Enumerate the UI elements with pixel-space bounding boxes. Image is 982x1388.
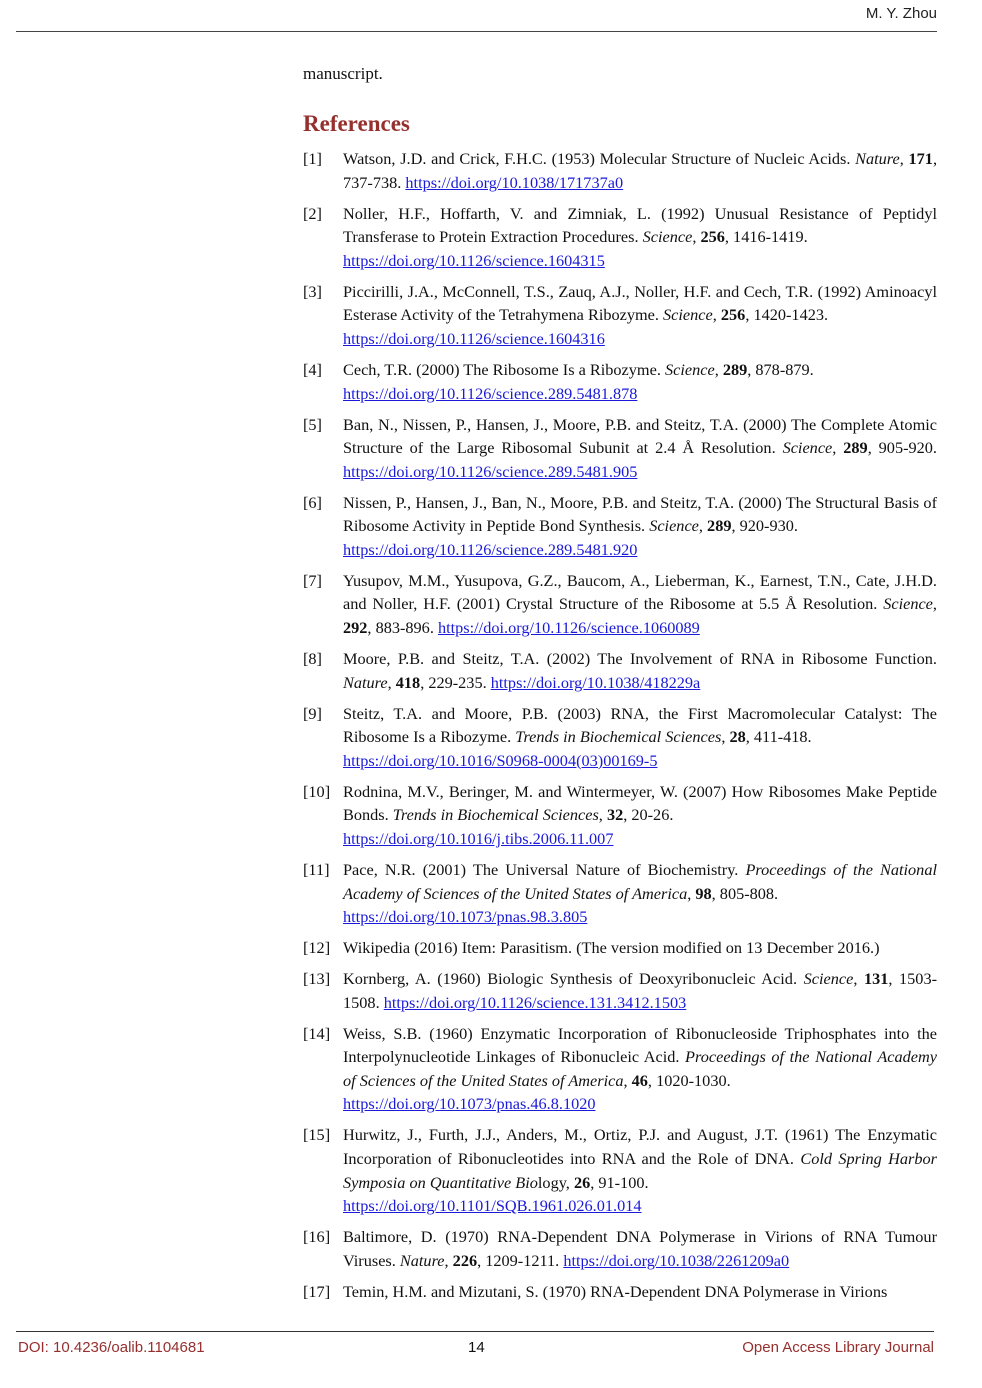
doi-link[interactable]: https://doi.org/10.1126/science.1060089 — [437, 618, 700, 638]
reference-text-segment: , 737-738. — [343, 149, 938, 192]
journal-title: Science — [664, 359, 715, 379]
reference-number: [15] — [303, 1125, 331, 1145]
reference-number: [12] — [303, 938, 331, 958]
reference-text — [343, 358, 937, 405]
reference-item — [303, 780, 937, 851]
reference-text — [343, 936, 937, 960]
reference-text — [343, 1022, 937, 1116]
reference-text-segment: , — [623, 1070, 632, 1090]
reference-text-segment: , 883-896. — [367, 618, 438, 638]
reference-text-segment: , — [444, 1250, 453, 1270]
reference-text-segment: , — [698, 516, 708, 536]
reference-text-segment: , — [899, 149, 909, 168]
reference-text-segment: , — [932, 594, 937, 614]
reference-text-segment: Wikipedia (2016) Item: Parasitism. (The version modified on 13 December 2016.) — [343, 938, 880, 958]
reference-text-segment: Pace, N.R. (2001) The Universal Nature of Biochemistry. — [343, 859, 746, 879]
reference-text-segment: , 1503-1508. — [343, 969, 937, 1012]
reference-text-segment: , 1416-1419. — [724, 227, 808, 247]
reference-text-segment: , 878-879. — [747, 359, 814, 379]
doi-link[interactable]: https://doi.org/10.1038/171737a0 — [405, 172, 624, 192]
reference-text-segment: , 229-235. — [420, 672, 491, 692]
reference-text-segment: , 1209-1211. — [477, 1250, 564, 1270]
reference-item — [303, 491, 937, 562]
reference-text-segment: , 905-920. — [867, 438, 937, 458]
footer-journal-name: Open Access Library Journal — [742, 1339, 934, 1356]
journal-title: Science — [883, 594, 933, 614]
reference-text — [343, 967, 937, 1014]
reference-text-segment: Temin, H.M. and Mizutani, S. (1970) RNA-Dependent DNA Polymerase in Virions — [343, 1281, 888, 1301]
reference-number: [9] — [303, 703, 322, 723]
reference-text-segment: Baltimore, D. (1970) RNA-Dependent DNA Polymerase in Virions of RNA Tumour Viruses. — [343, 1227, 937, 1270]
continued-paragraph-text: manuscript. — [303, 64, 383, 83]
reference-number: [5] — [303, 414, 322, 434]
doi-link[interactable]: https://doi.org/10.1016/S0968-0004(03)00169-5 — [343, 750, 658, 770]
doi-link[interactable]: https://doi.org/10.1126/science.289.5481.920 — [343, 539, 638, 559]
reference-number: [10] — [303, 781, 331, 801]
reference-text-segment: , 20-26. — [623, 805, 674, 825]
reference-number: [2] — [303, 203, 322, 223]
doi-link[interactable]: https://doi.org/10.1038/418229a — [490, 672, 701, 692]
reference-item — [303, 858, 937, 929]
journal-title: Science — [649, 516, 699, 536]
reference-number: [8] — [303, 649, 322, 669]
reference-text — [343, 280, 937, 351]
reference-text — [343, 569, 937, 640]
volume-number: 98 — [695, 883, 712, 903]
journal-title: Trends in Biochemical Sciences — [392, 805, 599, 825]
volume-number: 256 — [700, 227, 725, 247]
reference-text — [343, 647, 937, 694]
reference-text-segment: , 91-100. — [590, 1172, 649, 1192]
doi-link[interactable]: https://doi.org/10.1073/pnas.46.8.1020 — [343, 1094, 596, 1114]
reference-text-segment: Rodnina, M.V., Beringer, M. and Wintermeyer, W. (2007) How Ribosomes Make Peptide Bonds. — [343, 781, 937, 825]
volume-number: 289 — [707, 516, 732, 536]
volume-number: 171 — [908, 149, 933, 168]
reference-text-segment: Hurwitz, J., Furth, J.J., Anders, M., Ortiz, P.J. and August, J.T. (1961) The Enzymatic Incorporation of Ribonucleotides into RNA and the Role of DNA. — [343, 1125, 937, 1169]
reference-number: [17] — [303, 1281, 331, 1301]
reference-text — [343, 491, 937, 562]
volume-number: 418 — [395, 672, 421, 692]
volume-number: 131 — [863, 969, 889, 989]
volume-number: 28 — [729, 727, 746, 747]
reference-text — [343, 413, 937, 484]
doi-link[interactable]: https://doi.org/10.1016/j.tibs.2006.11.007 — [343, 828, 614, 848]
reference-text — [343, 858, 937, 929]
volume-number: 292 — [343, 618, 368, 638]
journal-title: Science — [803, 969, 854, 989]
volume-number: 226 — [452, 1250, 478, 1270]
reference-number: [16] — [303, 1227, 331, 1247]
reference-text-segment: , — [721, 727, 730, 747]
reference-text-segment: Piccirilli, J.A., McConnell, T.S., Zauq, A.J., Noller, H.F. and Cech, T.R. (1992) Aminoacyl Esterase Activity of the Tetrahymena Ribozyme. — [343, 281, 937, 325]
reference-text-segment: logy, — [537, 1172, 574, 1192]
reference-item — [303, 1123, 937, 1217]
reference-number: [6] — [303, 492, 322, 512]
reference-item — [303, 647, 937, 694]
reference-text-segment: Weiss, S.B. (1960) Enzymatic Incorporation of Ribonucleoside Triphosphates into the Interpolynucleotide Linkages of Ribonucleic Acid. — [343, 1023, 937, 1067]
reference-text-segment: , 1420-1423. — [745, 305, 829, 325]
journal-title: Proceedings of the National Academy of Sciences of the United States of America — [343, 1047, 937, 1090]
reference-text-segment: Watson, J.D. and Crick, F.H.C. (1953) Molecular Structure of Nucleic Acids. — [343, 149, 856, 168]
header-divider — [16, 31, 937, 32]
reference-item — [303, 1280, 937, 1304]
reference-text-segment: , — [712, 305, 721, 325]
doi-link[interactable]: https://doi.org/10.1126/science.1604316 — [343, 328, 605, 348]
reference-text-segment: Moore, P.B. and Steitz, T.A. (2002) The Involvement of RNA in Ribosome Function. — [343, 649, 937, 669]
reference-number: [4] — [303, 359, 322, 379]
reference-item — [303, 358, 937, 405]
reference-text-segment: , — [387, 672, 396, 692]
reference-item — [303, 280, 937, 351]
page-number: 14 — [468, 1339, 485, 1356]
reference-item — [303, 413, 937, 484]
doi-link[interactable]: https://doi.org/10.1126/science.289.5481.878 — [343, 383, 638, 403]
reference-text-segment: Nissen, P., Hansen, J., Ban, N., Moore, P.B. and Steitz, T.A. (2000) The Structural Basis of Ribosome Activity in Peptide Bond Synthesis. — [343, 492, 937, 536]
reference-text-segment: Yusupov, M.M., Yusupova, G.Z., Baucom, A., Lieberman, K., Earnest, T.N., Cate, J.H.D. and Noller, H.F. (2001) Crystal Structure of the Ribosome at 5.5 Å Resolution. — [343, 570, 937, 614]
journal-title: Proceedings of the National Academy of Sciences of the United States of America — [343, 859, 937, 903]
reference-number: [11] — [303, 859, 330, 879]
reference-text-segment: Ban, N., Nissen, P., Hansen, J., Moore, P.B. and Steitz, T.A. (2000) The Complete Atomic Structure of the Large Ribosomal Subunit at 2.4 Å Resolution. — [343, 414, 937, 458]
volume-number: 289 — [722, 359, 748, 379]
reference-text — [343, 780, 937, 851]
reference-item — [303, 202, 937, 273]
reference-text — [343, 1280, 937, 1304]
doi-link[interactable]: https://doi.org/10.1101/SQB.1961.026.01.014 — [343, 1196, 642, 1216]
journal-title: Trends in Biochemical Sciences — [515, 727, 722, 747]
journal-title: Science — [782, 438, 833, 458]
reference-text — [343, 147, 937, 194]
references-heading: References — [303, 111, 410, 136]
reference-item — [303, 569, 937, 640]
reference-text-segment: Steitz, T.A. and Moore, P.B. (2003) RNA, the First Macromolecular Catalyst: The Ribosome Is a Ribozyme. — [343, 703, 937, 747]
reference-text-segment: , — [687, 883, 696, 903]
reference-number: [7] — [303, 570, 322, 590]
doi-link[interactable]: https://doi.org/10.1126/science.289.5481.905 — [343, 461, 638, 481]
doi-link[interactable]: https://doi.org/10.1038/2261209a0 — [563, 1250, 790, 1270]
reference-text — [343, 1123, 937, 1217]
reference-number: [13] — [303, 969, 331, 989]
reference-text-segment: , — [598, 805, 607, 825]
reference-item — [303, 1225, 937, 1272]
volume-number: 46 — [631, 1070, 648, 1090]
reference-text-segment: , 1020-1030. — [647, 1070, 731, 1090]
volume-number: 256 — [720, 305, 746, 325]
reference-text-segment: , — [853, 969, 864, 989]
reference-text — [343, 202, 937, 273]
journal-title: Science — [642, 227, 693, 247]
reference-text — [343, 1225, 937, 1272]
volume-number: 32 — [606, 805, 624, 825]
journal-title: Science — [663, 305, 713, 325]
reference-item — [303, 1022, 937, 1116]
reference-number: [3] — [303, 281, 322, 301]
reference-text-segment: , 805-808. — [711, 883, 779, 903]
doi-link[interactable]: https://doi.org/10.1126/science.1604315 — [343, 250, 605, 270]
footer-doi: DOI: 10.4236/oalib.1104681 — [18, 1339, 205, 1356]
reference-item — [303, 702, 937, 773]
journal-title: Nature — [855, 149, 900, 168]
reference-text-segment: , — [714, 359, 723, 379]
reference-item — [303, 967, 937, 1014]
reference-item — [303, 147, 937, 194]
references-list — [303, 147, 937, 1311]
footer-divider — [16, 1331, 934, 1332]
reference-text-segment: , — [832, 438, 844, 458]
volume-number: 289 — [843, 438, 868, 458]
journal-title: Cold Spring Harbor Symposia on Quantitative Bio — [343, 1149, 937, 1192]
journal-title: Nature — [343, 672, 388, 692]
volume-number: 26 — [573, 1172, 591, 1192]
reference-text-segment: , 920-930. — [731, 516, 798, 536]
reference-text-segment: Cech, T.R. (2000) The Ribosome Is a Ribozyme. — [343, 359, 665, 379]
doi-link[interactable]: https://doi.org/10.1126/science.131.3412.1503 — [383, 992, 687, 1012]
reference-text-segment: , 411-418. — [745, 727, 812, 747]
reference-text-segment: Noller, H.F., Hoffarth, V. and Zimniak, L. (1992) Unusual Resistance of Peptidyl Transferase to Protein Extraction Procedures. — [343, 203, 937, 247]
reference-item — [303, 936, 937, 960]
reference-number: [14] — [303, 1023, 331, 1043]
reference-number: [1] — [303, 149, 322, 168]
reference-text-segment: , — [692, 227, 701, 247]
doi-link[interactable]: https://doi.org/10.1073/pnas.98.3.805 — [343, 907, 588, 927]
reference-text — [343, 702, 937, 773]
journal-title: Nature — [399, 1250, 445, 1270]
running-header-author: M. Y. Zhou — [865, 5, 937, 22]
reference-text-segment: Kornberg, A. (1960) Biologic Synthesis of Deoxyribonucleic Acid. — [343, 969, 804, 989]
